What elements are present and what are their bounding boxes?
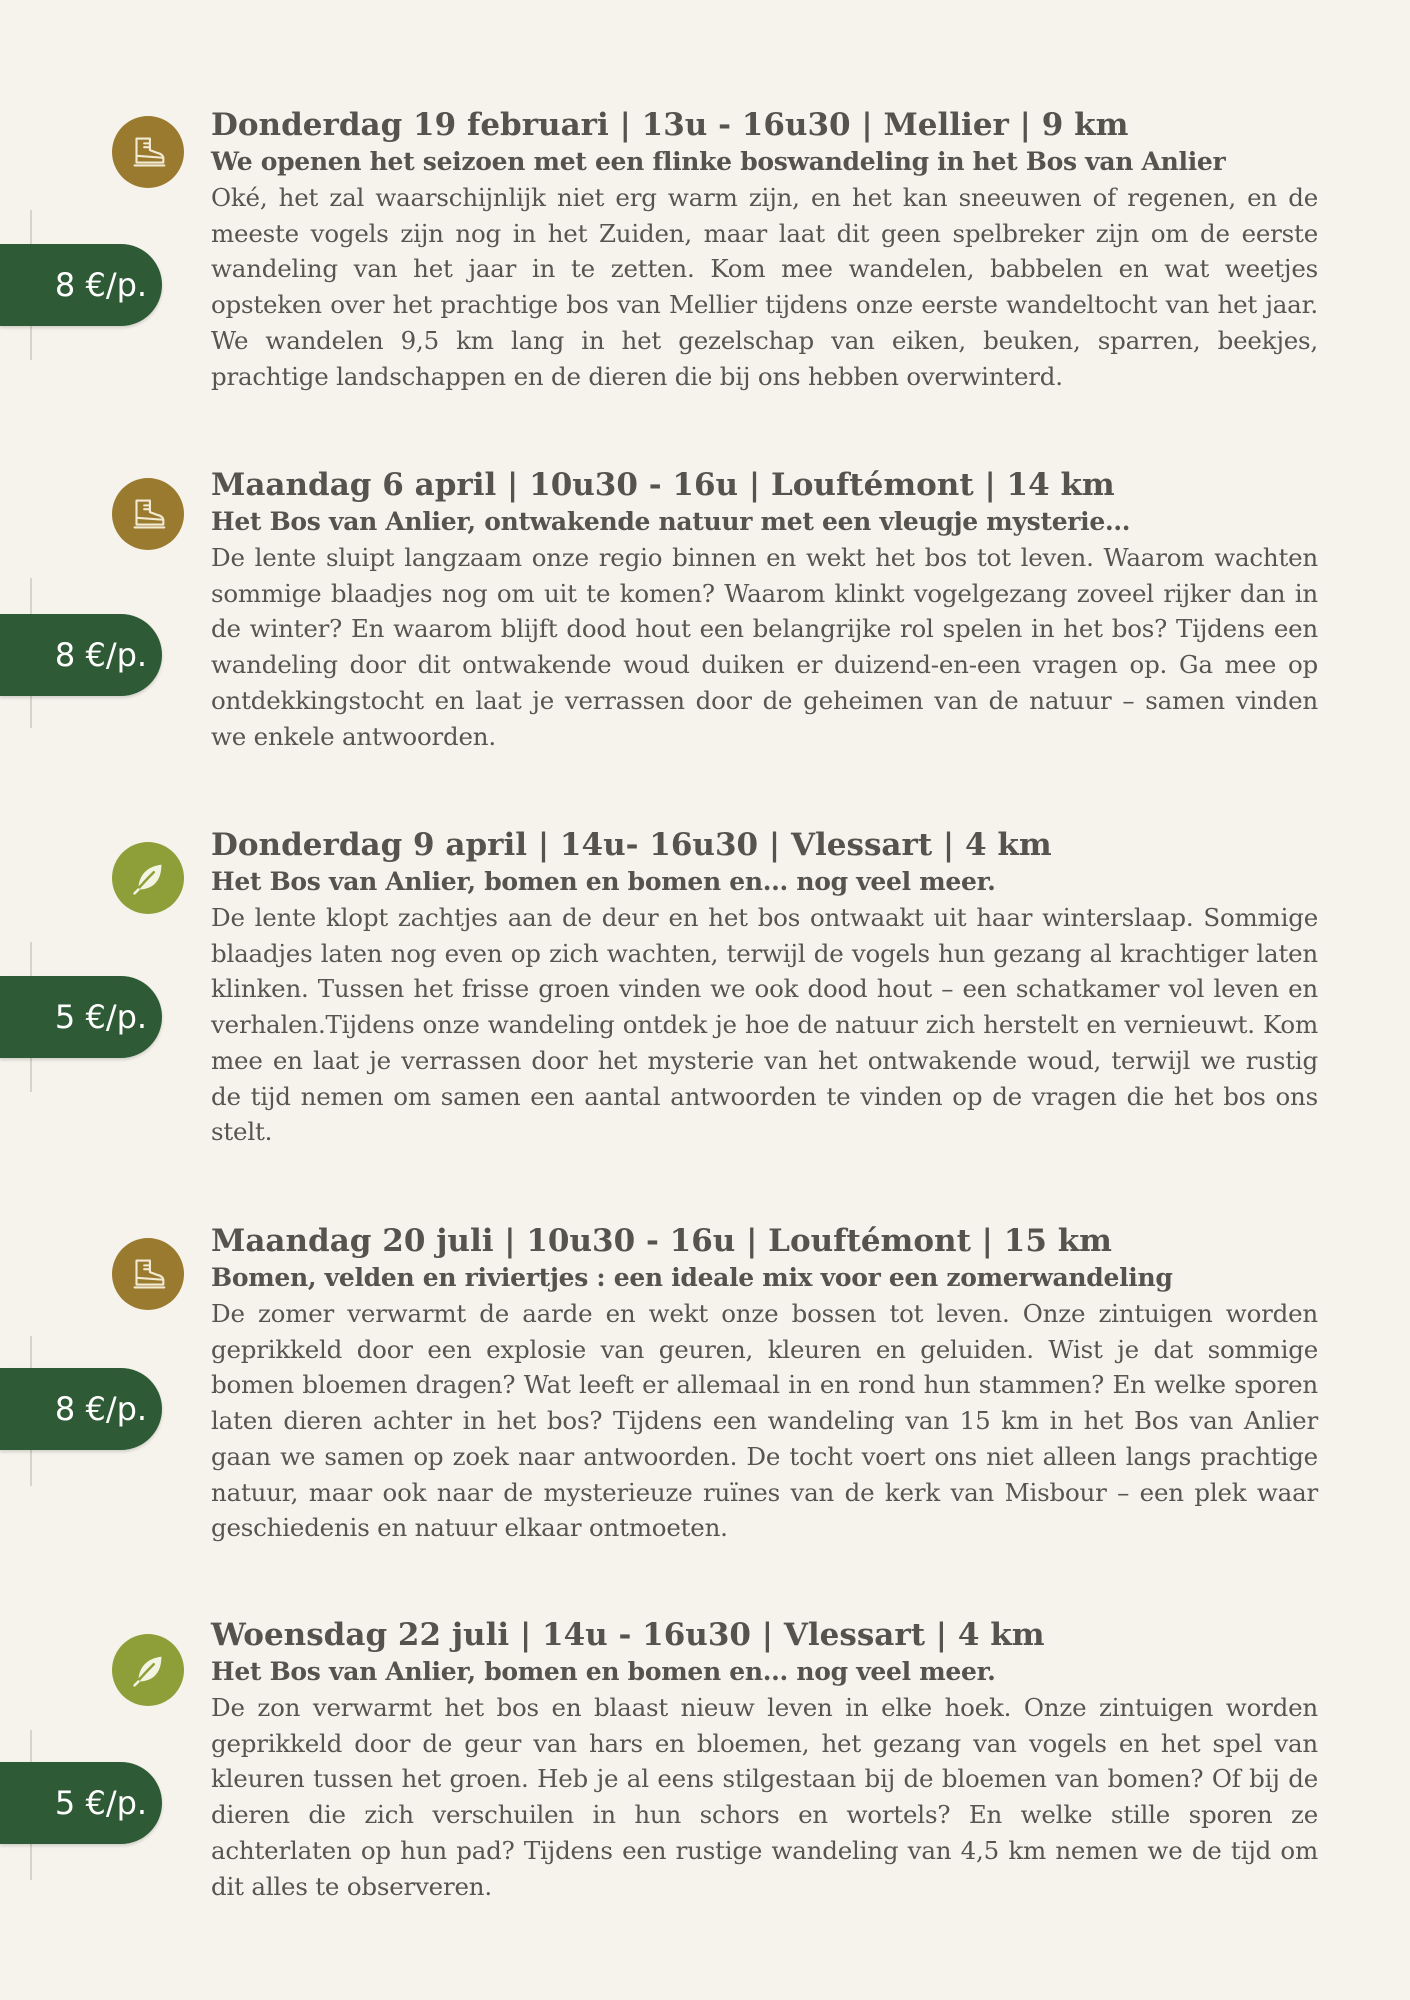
event-subtitle: We openen het seizoen met een flinke boswandeling in het Bos van Anlier	[211, 147, 1226, 176]
event-content	[211, 1616, 1318, 1904]
hiking-boot-icon-badge	[112, 1238, 184, 1310]
event-subtitle: Bomen, velden en riviertjes : een ideale mix voor een zomerwandeling	[211, 1263, 1173, 1292]
event-description: De lente sluipt langzaam onze regio binnen en wekt het bos tot leven. Waarom wachten sommige blaadjes nog om uit te komen? Waarom klinkt vogelgezang zoveel rijker dan in de winter? En waarom blijft dood hout een belangrijke rol spelen in het bos? Tijdens een wandeling door dit ontwakende woud duiken er duizend-en-een vragen op. Ga mee op ontdekkingstocht en laat je verrassen door de geheimen van de natuur – samen vinden we enkele antwoorden.	[211, 543, 1318, 751]
hiking-boot-icon	[125, 129, 171, 175]
event-subtitle: Het Bos van Anlier, ontwakende natuur met een vleugje mysterie...	[211, 507, 1131, 536]
event-heading: Donderdag 19 februari | 13u - 16u30 | Mellier | 9 km	[211, 107, 1129, 143]
hiking-boot-icon	[125, 1251, 171, 1297]
event-description: Oké, het zal waarschijnlijk niet erg warm zijn, en het kan sneeuwen of regenen, en de meeste vogels zijn nog in het Zuiden, maar laat dit geen spelbreker zijn om de eerste wandeling van het jaar in te zetten. Kom mee wandelen, babbelen en wat weetjes opsteken over het prachtige bos van Mellier tijdens onze eerste wandeltocht van het jaar. We wandelen 9,5 km lang in het gezelschap van eiken, beuken, sparren, beekjes, prachtige landschappen en de dieren die bij ons hebben overwinterd.	[211, 183, 1318, 391]
price-tag: 8 €/p.	[0, 1368, 162, 1450]
price-tag: 5 €/p.	[0, 1762, 162, 1844]
event-heading: Donderdag 9 april | 14u- 16u30 | Vlessart | 4 km	[211, 827, 1052, 863]
event-content	[211, 826, 1318, 1150]
event-description: De lente klopt zachtjes aan de deur en het bos ontwaakt uit haar winterslaap. Sommige blaadjes laten nog even op zich wachten, terwijl de vogels hun gezang al krachtiger laten klinken. Tussen het frisse groen vinden we ook dood hout – een schatkamer vol leven en verhalen.Tijdens onze wandeling ontdek je hoe de natuur zich herstelt en vernieuwt. Kom mee en laat je verrassen door het mysterie van het ontwakende woud, terwijl we rustig de tijd nemen om samen een aantal antwoorden te vinden op de vragen die het bos ons stelt.	[211, 903, 1318, 1147]
price-tag: 8 €/p.	[0, 614, 162, 696]
leaf-icon-badge	[112, 1634, 184, 1706]
price-tag: 8 €/p.	[0, 244, 162, 326]
event-heading: Maandag 20 juli | 10u30 - 16u | Louftémont | 15 km	[211, 1223, 1112, 1259]
event-content	[211, 1222, 1318, 1546]
event-heading: Woensdag 22 juli | 14u - 16u30 | Vlessart | 4 km	[211, 1617, 1045, 1653]
hiking-boot-icon-badge	[112, 116, 184, 188]
leaf-icon	[125, 855, 171, 901]
price-tag: 5 €/p.	[0, 976, 162, 1058]
event-subtitle: Het Bos van Anlier, bomen en bomen en... nog veel meer.	[211, 867, 996, 896]
leaf-icon	[125, 1647, 171, 1693]
hiking-boot-icon	[125, 491, 171, 537]
event-heading: Maandag 6 april | 10u30 - 16u | Louftémont | 14 km	[211, 467, 1115, 503]
event-subtitle: Het Bos van Anlier, bomen en bomen en... nog veel meer.	[211, 1657, 996, 1686]
event-content	[211, 466, 1318, 754]
hiking-boot-icon-badge	[112, 478, 184, 550]
event-description: De zomer verwarmt de aarde en wekt onze bossen tot leven. Onze zintuigen worden geprikkeld door een explosie van geuren, kleuren en geluiden. Wist je dat sommige bomen bloemen dragen? Wat leeft er allemaal in en rond hun stammen? En welke sporen laten dieren achter in het bos? Tijdens een wandeling van 15 km in het Bos van Anlier gaan we samen op zoek naar antwoorden. De tocht voert ons niet alleen langs prachtige natuur, maar ook naar de mysterieuze ruïnes van de kerk van Misbour – een plek waar geschiedenis en natuur elkaar ontmoeten.	[211, 1299, 1318, 1543]
event-content	[211, 106, 1318, 394]
leaf-icon-badge	[112, 842, 184, 914]
event-description: De zon verwarmt het bos en blaast nieuw leven in elke hoek. Onze zintuigen worden geprikkeld door de geur van hars en bloemen, het gezang van vogels en het spel van kleuren tussen het groen. Heb je al eens stilgestaan bij de bloemen van bomen? Of bij de dieren die zich verschuilen in hun schors en wortels? En welke stille sporen ze achterlaten op hun pad? Tijdens een rustige wandeling van 4,5 km nemen we de tijd om dit alles te observeren.	[211, 1693, 1318, 1901]
